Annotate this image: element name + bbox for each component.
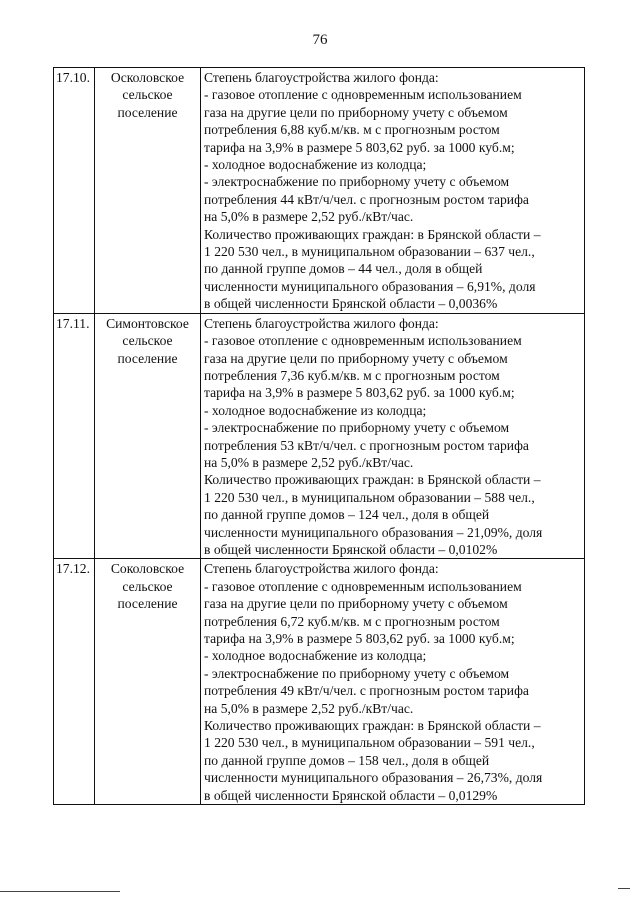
table-row: [54, 313, 585, 559]
description-line: потребления 53 кВт/ч/чел. с прогнозным ростом тарифа: [204, 437, 529, 453]
settlement-name-line: Симонтовское: [106, 315, 189, 331]
settlements-table: [53, 67, 585, 805]
corner-mark: [618, 888, 630, 889]
settlement-name-line: Осколовское: [110, 70, 185, 85]
description-line: газа на другие цели по приборному учету с объемом: [204, 596, 508, 612]
description-line: Количество проживающих граждан: в Брянской области –: [204, 718, 541, 734]
description-line: потребления 7,36 куб.м/кв. м с прогнозным ростом: [204, 367, 500, 383]
description-line: тарифа на 3,9% в размере 5 803,62 руб. за 1000 куб.м;: [204, 385, 515, 401]
description-line: - холодное водоснабжение из колодца;: [204, 157, 427, 173]
description-line: - холодное водоснабжение из колодца;: [204, 402, 427, 418]
description-line: потребления 6,88 куб.м/кв. м с прогнозным ростом: [204, 122, 500, 138]
description-line: численности муниципального образования – 6,91%, доля: [204, 278, 536, 294]
item-number: 17.11.: [54, 313, 95, 559]
description-line: потребления 49 кВт/ч/чел. с прогнозным ростом тарифа: [204, 683, 529, 699]
description-line: Степень благоустройства жилого фонда:: [204, 315, 439, 331]
description-line: 1 220 530 чел., в муниципальном образовании – 588 чел.,: [204, 489, 535, 505]
description-line: по данной группе домов – 158 чел., доля в общей: [204, 752, 490, 768]
item-number: 17.10.: [54, 68, 95, 314]
description-line: газа на другие цели по приборному учету с объемом: [204, 104, 508, 120]
housing-description: [201, 313, 585, 559]
settlement-name: [95, 68, 201, 314]
settlement-name-line: поселение: [117, 104, 178, 120]
description-line: тарифа на 3,9% в размере 5 803,62 руб. за 1000 куб.м;: [204, 631, 515, 646]
description-line: по данной группе домов – 44 чел., доля в общей: [204, 261, 483, 277]
description-line: в общей численности Брянской области – 0,0102%: [204, 541, 498, 557]
description-line: - электроснабжение по приборному учету с объемом: [204, 665, 510, 681]
description-line: 1 220 530 чел., в муниципальном образовании – 637 чел.,: [204, 244, 535, 260]
settlement-name-line: сельское: [122, 578, 173, 594]
description-line: газа на другие цели по приборному учету с объемом: [204, 350, 508, 366]
housing-description: [201, 68, 585, 314]
footer-rule: [0, 891, 120, 892]
settlement-name: [95, 313, 201, 559]
description-line: Количество проживающих граждан: в Брянской области –: [204, 472, 541, 488]
page-number: 76: [312, 32, 328, 48]
description-line: численности муниципального образования – 26,73%, доля: [204, 770, 543, 786]
description-line: 1 220 530 чел., в муниципальном образовании – 591 чел.,: [204, 735, 535, 751]
description-line: - газовое отопление с одновременным использованием: [204, 87, 522, 103]
description-line: в общей численности Брянской области – 0,0036%: [204, 296, 498, 312]
description-line: тарифа на 3,9% в размере 5 803,62 руб. за 1000 куб.м;: [204, 139, 515, 155]
description-line: потребления 44 кВт/ч/чел. с прогнозным ростом тарифа: [204, 191, 529, 207]
description-line: потребления 6,72 куб.м/кв. м с прогнозным ростом: [204, 613, 500, 629]
description-line: на 5,0% в размере 2,52 руб./кВт/час.: [204, 209, 414, 225]
settlement-name-line: сельское: [122, 333, 173, 349]
settlement-name: [95, 559, 201, 805]
settlement-name-line: Соколовское: [110, 561, 185, 577]
description-line: - электроснабжение по приборному учету с объемом: [204, 420, 510, 436]
description-line: Степень благоустройства жилого фонда:: [204, 561, 439, 577]
settlement-name-line: сельское: [122, 87, 173, 103]
description-line: по данной группе домов – 124 чел., доля в общей: [204, 507, 490, 523]
settlement-name-line: поселение: [117, 596, 178, 612]
housing-description: [201, 559, 585, 805]
description-line: - холодное водоснабжение из колодца;: [204, 648, 427, 664]
settlement-name-line: поселение: [117, 350, 178, 366]
description-line: Степень благоустройства жилого фонда:: [204, 70, 439, 85]
description-line: - газовое отопление с одновременным использованием: [204, 578, 522, 594]
table-row: [54, 559, 585, 805]
description-line: на 5,0% в размере 2,52 руб./кВт/час.: [204, 700, 414, 716]
description-line: - газовое отопление с одновременным использованием: [204, 333, 522, 349]
description-line: численности муниципального образования – 21,09%, доля: [204, 524, 543, 540]
description-line: Количество проживающих граждан: в Брянской области –: [204, 226, 541, 242]
description-line: на 5,0% в размере 2,52 руб./кВт/час.: [204, 454, 414, 470]
table-row: [54, 68, 585, 314]
description-line: в общей численности Брянской области – 0,0129%: [204, 787, 498, 803]
description-line: - электроснабжение по приборному учету с объемом: [204, 174, 510, 190]
item-number: 17.12.: [54, 559, 95, 805]
